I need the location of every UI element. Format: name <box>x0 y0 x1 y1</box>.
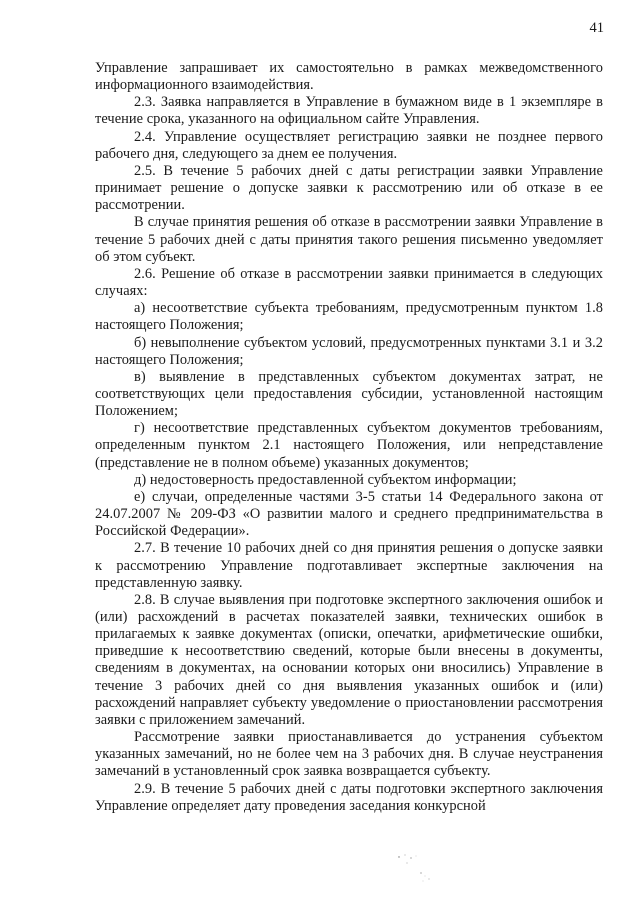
paragraph-2-3: 2.3. Заявка направляется в Управление в бумажном виде в 1 экземпляре в течение срока, указанного на официальном сайте Управления. <box>95 94 603 128</box>
page-number: 41 <box>589 20 604 36</box>
paragraph-2-4: 2.4. Управление осуществляет регистрацию заявки не позднее первого рабочего дня, следующего за днем ее получения. <box>95 128 603 162</box>
list-item-a: а) несоответствие субъекта требованиям, предусмотренным пунктом 1.8 настоящего Положения; <box>95 300 603 334</box>
paragraph-2-9: 2.9. В течение 5 рабочих дней с даты подготовки экспертного заключения Управление определяет дату проведения заседания конкурсной <box>95 780 603 814</box>
paragraph-2-6: 2.6. Решение об отказе в рассмотрении заявки принимается в следующих случаях: <box>95 265 603 300</box>
scan-specks <box>385 845 445 885</box>
paragraph-2-5: 2.5. В течение 5 рабочих дней с даты регистрации заявки Управление принимает решение о допуске заявки к рассмотрению или об отказе в ее рассмотрении. <box>95 162 603 214</box>
list-item-b: б) невыполнение субъектом условий, предусмотренных пунктами 3.1 и 3.2 настоящего Положения; <box>95 334 603 368</box>
list-item-d: д) недостоверность предоставленной субъектом информации; <box>134 471 517 488</box>
list-item-e: е) случаи, определенные частями 3-5 статьи 14 Федерального закона от 24.07.2007 № 209-ФЗ «О развитии малого и среднего предпринимательства в Российской Федерации». <box>95 488 603 540</box>
paragraph-suspension: Рассмотрение заявки приостанавливается до устранения субъектом указанных замечаний, но не более чем на 3 рабочих дня. В случае неустранения замечаний в установленный срок заявка возвращается субъекту. <box>95 729 603 780</box>
list-item-v: в) выявление в представленных субъектом документах затрат, не соответствующих цели предоставления субсидии, установленной настоящим Положением; <box>95 368 603 420</box>
paragraph-continuation: Управление запрашивает их самостоятельно в рамках межведомственного информационного взаимодействия. <box>95 60 603 94</box>
document-body <box>95 60 603 815</box>
paragraph-2-7: 2.7. В течение 10 рабочих дней со дня принятия решения о допуске заявки к рассмотрению Управление подготавливает экспертные заключения на представленную заявку. <box>95 540 603 591</box>
list-item-g: г) несоответствие представленных субъектом документов требованиям, определенным пунктом 2.1 настоящего Положения, или непредставление (представление не в полном объеме) указанных документов; <box>95 420 603 471</box>
paragraph-refusal-notice: В случае принятия решения об отказе в рассмотрении заявки Управление в течение 5 рабочих дней с даты принятия такого решения письменно уведомляет об этом субъект. <box>95 214 603 265</box>
paragraph-2-8: 2.8. В случае выявления при подготовке экспертного заключения ошибок и (или) расхождений в расчетах показателей заявки, технических ошибок в прилагаемых к заявке документах (описки, опечатки, арифметические ошибки, приведшие к несоответствию сведений, которые были внесены в документы, сведениям в документах, на основании которых они вносились) Управление в течение 3 рабочих дней со дня выявления указанных ошибок и (или) расхождений направляет субъекту уведомление о приостановлении рассмотрения заявки с приложением замечаний. <box>95 591 603 728</box>
